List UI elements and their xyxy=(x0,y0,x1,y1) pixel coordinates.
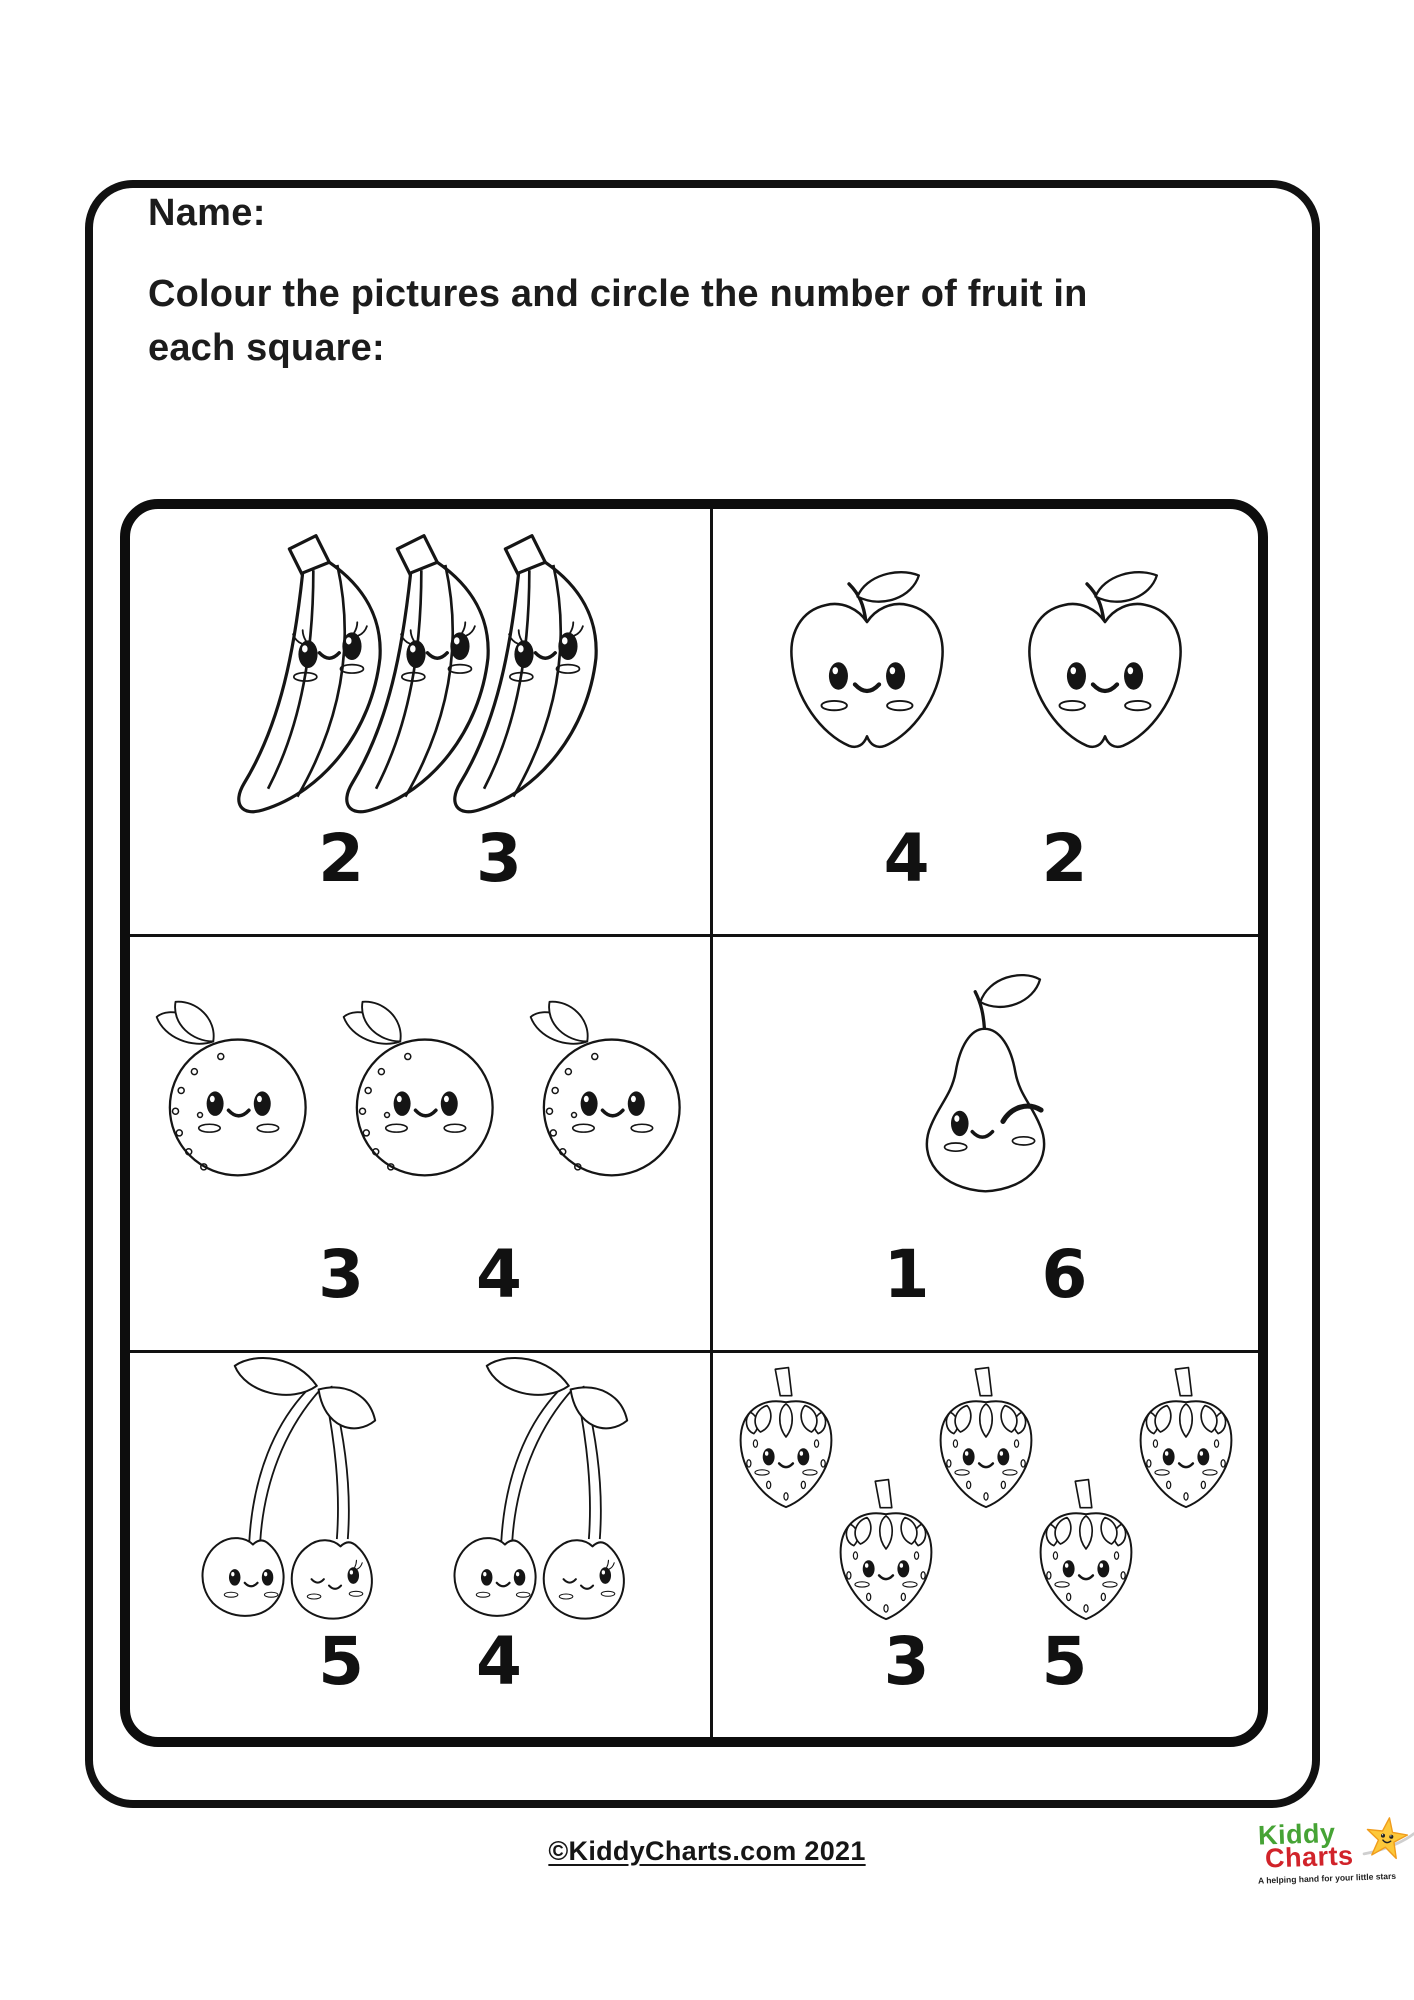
number-option-3[interactable]: 3 xyxy=(883,1623,930,1700)
grid-cell-strawberries xyxy=(713,1353,1258,1737)
strawberry-icon xyxy=(1124,1361,1248,1522)
grid-cell-pear xyxy=(713,937,1258,1353)
number-options xyxy=(130,1623,710,1737)
logo-tagline: A helping hand for your little stars xyxy=(1257,1870,1397,1886)
apple-icon xyxy=(1015,567,1195,768)
name-label: Name: xyxy=(148,192,266,234)
logo-word-kiddy: Kiddy xyxy=(1257,1817,1337,1851)
number-option-6[interactable]: 6 xyxy=(1041,1236,1088,1313)
number-options xyxy=(713,1236,1258,1350)
logo-word-charts: Charts xyxy=(1264,1840,1355,1874)
number-options xyxy=(130,820,710,934)
cherry-pair-icon xyxy=(180,1351,408,1625)
apple-icon xyxy=(777,567,957,768)
cherries-group xyxy=(130,1353,710,1629)
oranges-group xyxy=(130,937,710,1242)
orange-icon xyxy=(525,998,690,1182)
number-option-3[interactable]: 3 xyxy=(318,1236,364,1313)
number-option-2[interactable]: 2 xyxy=(318,820,364,897)
kiddycharts-logo xyxy=(1257,1817,1410,1896)
footer-credit: ©KiddyCharts.com 2021 xyxy=(548,1836,866,1866)
bananas-group xyxy=(130,509,710,826)
number-option-5[interactable]: 5 xyxy=(1041,1623,1088,1700)
number-options xyxy=(713,1623,1258,1737)
number-option-3[interactable]: 3 xyxy=(476,820,522,897)
grid-cell-apples xyxy=(713,509,1258,937)
number-options xyxy=(713,820,1258,934)
number-option-5[interactable]: 5 xyxy=(318,1623,364,1700)
strawberries-group xyxy=(713,1353,1258,1629)
pear-icon xyxy=(896,969,1076,1211)
orange-icon xyxy=(338,998,503,1182)
apples-group xyxy=(713,509,1258,826)
grid-cell-bananas xyxy=(130,509,713,937)
worksheet-grid xyxy=(120,499,1268,1747)
instruction-text: Colour the pictures and circle the number of fruit in each square: xyxy=(148,273,1088,369)
number-option-4[interactable]: 4 xyxy=(476,1623,522,1700)
number-option-1[interactable]: 1 xyxy=(883,1236,930,1313)
number-option-4[interactable]: 4 xyxy=(476,1236,522,1313)
orange-icon xyxy=(151,998,316,1182)
number-option-4[interactable]: 4 xyxy=(883,820,930,897)
banana-icon xyxy=(428,525,628,818)
number-options xyxy=(130,1236,710,1350)
number-option-2[interactable]: 2 xyxy=(1041,820,1088,897)
star-icon xyxy=(1354,1808,1414,1876)
grid-cell-oranges xyxy=(130,937,713,1353)
pear-group xyxy=(713,937,1258,1242)
cherry-pair-icon xyxy=(432,1351,660,1625)
grid-cell-cherries xyxy=(130,1353,713,1737)
